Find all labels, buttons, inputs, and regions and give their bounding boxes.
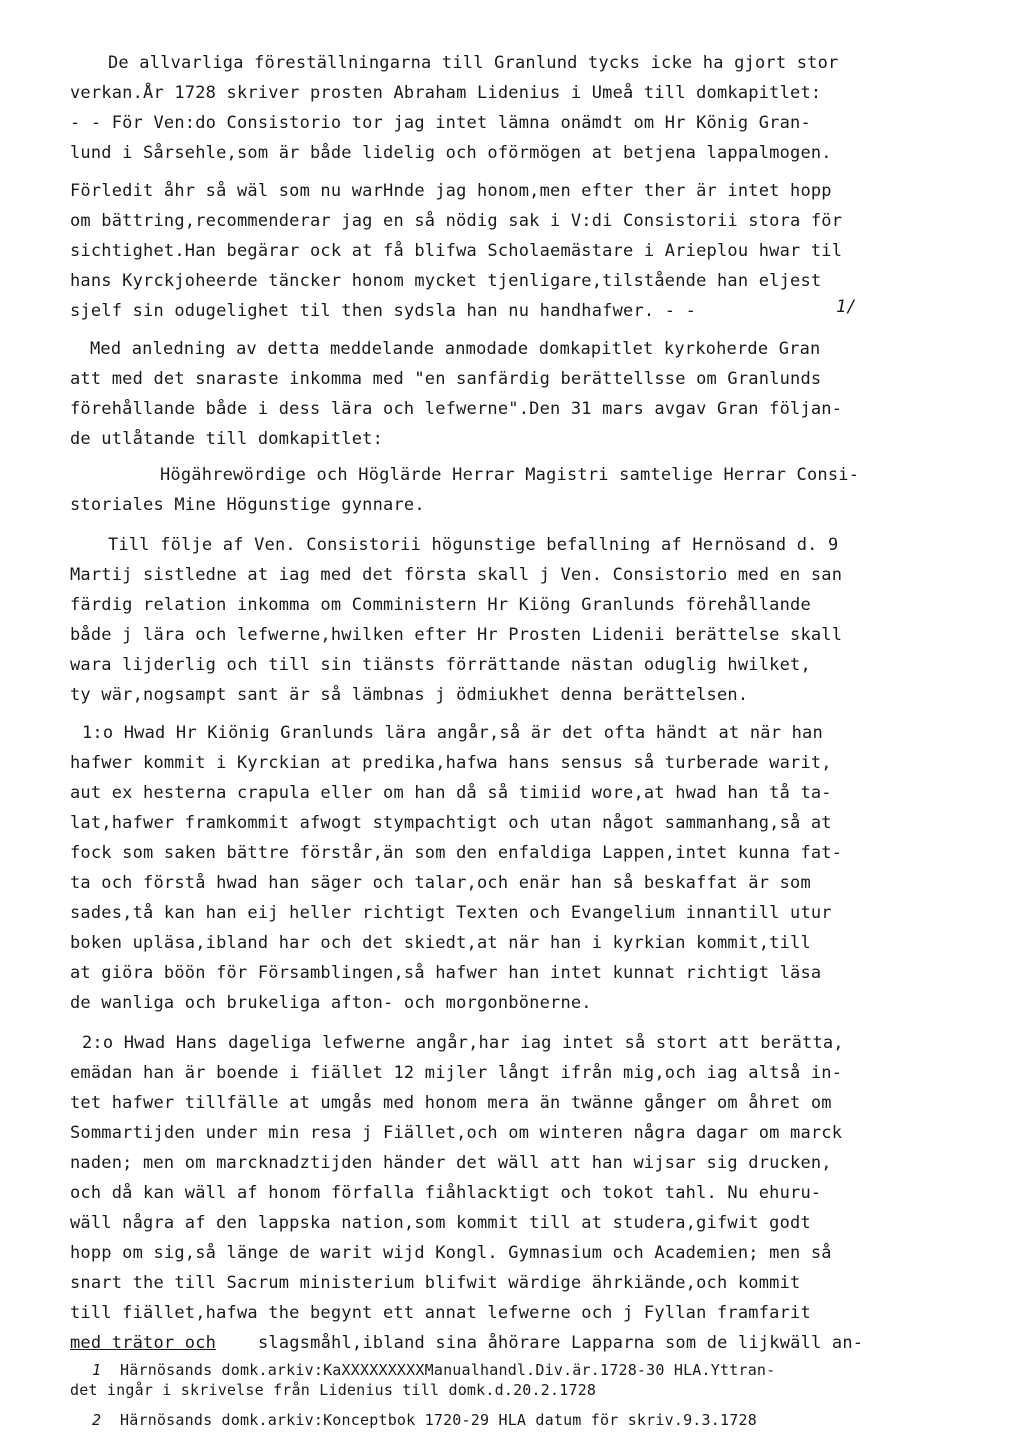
text-line-25: lat,hafwer framkommit afwogt stympachtigt och utan något sammanhang,så at <box>70 813 832 833</box>
salutation-line-2: storiales Mine Högunstige gynnare. <box>70 495 425 515</box>
underlined-fragment: med trätor och <box>70 1333 217 1353</box>
text-line-38: wäll några af den lappska nation,som kommit till at studera,gifwit godt <box>70 1213 811 1233</box>
text-line-2: verkan.År 1728 skriver prosten Abraham Lidenius i Umeå till domkapitlet: <box>70 83 822 103</box>
text-line-32: 2:o Hwad Hans dageliga lefwerne angår,har iag intet så stort att berätta, <box>82 1033 844 1053</box>
text-line-3: - - För Ven:do Consistorio tor jag intet lämna onämdt om Hr König Gran- <box>70 113 811 133</box>
text-line-27: ta och förstå hwad han säger och talar,och enär han så beskaffat är som <box>70 873 811 893</box>
footnote-1-continuation: det ingår i skrivelse från Lidenius till domk.d.20.2.1728 <box>70 1381 597 1399</box>
text-line-30: at giöra böön för Församblingen,så hafwer han intet kunnat richtigt läsa <box>70 963 822 983</box>
text-line-39: hopp om sig,så länge de warit wijd Kongl. Gymnasium och Academien; men så <box>70 1243 832 1263</box>
text-line-29: boken upläsa,ibland har och det skiedt,at när han i kyrkian kommit,till <box>70 933 811 953</box>
text-line-8: hans Kyrckjoheerde täncker honom mycket tjenligare,tilstående han eljest <box>70 271 822 291</box>
footnote-mark: 1/ <box>836 297 857 317</box>
text-line-10: Med anledning av detta meddelande anmodade domkapitlet kyrkoherde Gran <box>90 339 821 359</box>
text-line-16: Till följe af Ven. Consistorii högunstige befallning af Hernösand d. 9 <box>108 535 839 555</box>
footnote-2-marker: 2 <box>92 1411 102 1429</box>
text-line-13: de utlåtande till domkapitlet: <box>70 429 384 449</box>
text-line-7: sichtighet.Han begärar ock at få blifwa Scholaemästare i Arieplou hwar til <box>70 241 843 261</box>
text-line-6: om bättring,recommenderar jag en så nödig sak i V:di Consistorii stora för <box>70 211 843 231</box>
text-line-24: aut ex hesterna crapula eller om han då så timiid wore,at hwad han tå ta- <box>70 783 832 803</box>
text-line-33: emädan han är boende i fiället 12 mijler långt ifrån mig,och iag altså in- <box>70 1063 843 1083</box>
text-line-36: naden; men om marcknadztijden händer det wäll att han wijsar sig drucken, <box>70 1153 832 1173</box>
text-line-40: snart the till Sacrum ministerium blifwit wärdige ährkiände,och kommit <box>70 1273 801 1293</box>
text-line-19: både j lära och lefwerne,hwilken efter Hr Prosten Lidenii berättelse skall <box>70 625 843 645</box>
text-line-42: slagsmåhl,ibland sina åhörare Lapparna som de lijkwäll an- <box>258 1333 864 1353</box>
text-line-21: ty wär,nogsampt sant är så lämbnas j ödmiukhet denna berättelsen. <box>70 685 749 705</box>
text-line-28: sades,tå kan han eij heller richtigt Texten och Evangelium innantill utur <box>70 903 832 923</box>
text-line-4: lund i Sårsehle,som är både lidelig och oförmögen at betjena lappalmogen. <box>70 143 832 163</box>
text-line-26: fock som saken bättre förstår,än som den enfaldiga Lappen,intet kunna fat- <box>70 843 843 863</box>
footnote-2-text: Härnösands domk.arkiv:Konceptbok 1720-29 HLA datum för skriv.9.3.1728 <box>120 1411 757 1429</box>
text-line-9: sjelf sin odugelighet til then sydsla han nu handhafwer. - - <box>70 301 697 321</box>
footnote-1-text: Härnösands domk.arkiv:KaXXXXXXXXXManualhandl.Div.är.1728-30 HLA.Yttran- <box>120 1361 776 1379</box>
text-line-31: de wanliga och brukeliga afton- och morgonbönerne. <box>70 993 592 1013</box>
text-line-23: hafwer kommit i Kyrckian at predika,hafwa hans sensus så turberade warit, <box>70 753 832 773</box>
text-line-17: Martij sistledne at iag med det första skall j Ven. Consistorio med en san <box>70 565 843 585</box>
text-line-41: till fiället,hafwa the begynt ett annat lefwerne och j Fyllan framfarit <box>70 1303 811 1323</box>
text-line-5: Förledit åhr så wäl som nu warHnde jag honom,men efter ther är intet hopp <box>70 181 832 201</box>
text-line-18: färdig relation inkomma om Comministern Hr Kiöng Granlunds förehållande <box>70 595 811 615</box>
text-line-35: Sommartijden under min resa j Fiället,och om winteren några dagar om marck <box>70 1123 843 1143</box>
text-line-12: förehållande både i dess lära och lefwerne".Den 31 mars avgav Gran följan- <box>70 399 843 419</box>
salutation-line-1: Högährewördige och Höglärde Herrar Magistri samtelige Herrar Consi- <box>160 465 860 485</box>
text-line-37: och då kan wäll af honom förfalla fiåhlacktigt och tokot tahl. Nu ehuru- <box>70 1183 822 1203</box>
text-line-34: tet hafwer tillfälle at umgås med honom mera än twänne gånger om åhret om <box>70 1093 832 1113</box>
text-line-11: att med det snaraste inkomma med "en sanfärdig berättellsse om Granlunds <box>70 369 822 389</box>
text-line-1: De allvarliga föreställningarna till Granlund tycks icke ha gjort stor <box>108 53 839 73</box>
text-line-22: 1:o Hwad Hr Kiönig Granlunds lära angår,så är det ofta händt at när han <box>82 723 823 743</box>
footnote-1-marker: 1 <box>92 1361 102 1379</box>
text-line-20: wara lijderlig och till sin tiänsts förrättande nästan oduglig hwilket, <box>70 655 811 675</box>
